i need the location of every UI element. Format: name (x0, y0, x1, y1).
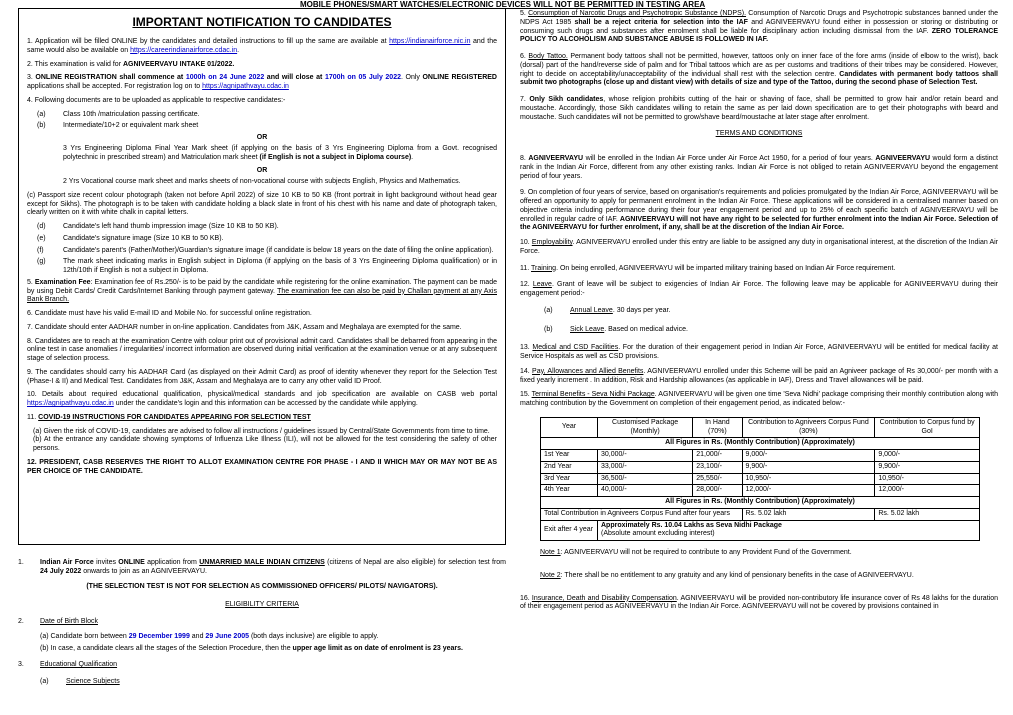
note-1-text: : AGNIVEERVAYU will not be required to contribute to any Provident Fund of the Government. (560, 549, 852, 556)
option-vocational: 2 Yrs Vocational course mark sheet and marks sheets of non-vocational course with subjects English, Physics and Mathematics. (63, 178, 461, 185)
para-11-num: 11. (27, 413, 39, 421)
para-10-text: 10. Details about required educational qualification, physical/medical standards and job specification are available on CASB web portal (27, 391, 497, 399)
col-year: Year (541, 417, 598, 438)
dob-start: 29 December 1999 (128, 632, 190, 640)
sick-leave-text: . Based on medical advice. (604, 325, 688, 333)
para-3-bold: ONLINE REGISTRATION shall commence at (35, 74, 186, 82)
tattoo-heading: Body Tattoo. (528, 53, 568, 60)
sick-leave (520, 326, 998, 335)
item-1-text (40, 559, 506, 577)
band-row-1 (541, 438, 980, 450)
r8-bold: AGNIVEERVAYU (528, 155, 584, 162)
exit-note: (Absolute amount excluding interest) (601, 530, 715, 538)
doc-c: (c) Passport size recent colour photograph (taken not before April 2022) of size 10 KB to 50 KB (front portrait in light background without head gear except for Sikhs). The photograph is to be taken with candidate holding a black slate in front of his chest with his name and date of photograph taken, clearly written on it with white chalk in capital letters. (27, 191, 497, 217)
item-3-num: 3. (18, 661, 24, 669)
cell: 33,000/- (598, 461, 693, 473)
note-1 (520, 549, 998, 558)
covid-heading: COVID-19 INSTRUCTIONS FOR CANDIDATES APPEARING FOR SELECTION TEST (38, 413, 311, 421)
para-5-num: 5. (27, 278, 35, 286)
band-row-2 (541, 497, 980, 509)
r5-bold: shall be a reject criteria for selection into the IAF (574, 18, 748, 26)
item-2 (18, 618, 506, 627)
selection-test-note: (THE SELECTION TEST IS NOT FOR SELECTION AS COMMISSIONED OFFICERS/ PILOTS/ NAVIGATORS). (86, 582, 438, 590)
para-3-text-2: applications shall be accepted. For registration log on to (27, 83, 203, 90)
r5-text: Consumption of Narcotic Drugs and Psychotropic substances banned under the NDPS Act 1985 (520, 10, 998, 26)
para-9: 9. The candidates should carry his AADHAR Card (as displayed on their Admit Card) as proof of identity whenever they report for the Selection Test (Phase-I & II) and Medical Test. Candidates from J&K, Assam and Meghalaya are to carry any other valid ID Proof. (27, 368, 497, 385)
r-para-13 (520, 344, 998, 362)
para-12: 12. PRESIDENT, CASB RESERVES THE RIGHT TO ALLOT EXAMINATION CENTRE FOR PHASE - I AND II WHICH MAY OR MAY NOT BE AS PER CHOICE OF THE CANDIDATE. (27, 458, 497, 475)
r5-text-2: found either in possession or storing or distributing or consuming such drugs and substances after enrolment shall be liable for disciplinary action including dismissal from the IAF. (520, 18, 998, 35)
cell: 36,500/- (598, 473, 693, 485)
or-separator-1: OR (256, 134, 268, 141)
r7-text: , whose religion prohibits cutting of the hair or shaving of face, shall be permitted to grow hair and/or retain beard and moustache. Accordingly, those Sikh candidates willing to retain the same as per laid down specification are to get their photographs with beard and moustache. Such candidates will not be permitted to grow/shave beard/moustache at later stage after enrolment. (520, 96, 998, 121)
covid-a: (a) Given the risk of COVID-19, candidates are advised to follow all instructions / guidelines issued by Central/State Governments from time to time. (33, 427, 490, 435)
r10-text: . AGNIVEERVAYU enrolled under this entry are liable to be assigned any duty in organisational interest, at the discretion of the Indian Air Force. (520, 239, 998, 255)
item-1-t3: application from (144, 559, 200, 566)
r-para-12 (520, 281, 998, 299)
indianairforce-link[interactable]: https://indianairforce.nic.in (389, 38, 471, 45)
r10-num: 10. (520, 239, 532, 246)
r-para-11 (520, 265, 998, 274)
doc-b-text: Intermediate/10+2 or equivalent mark sheet (63, 122, 199, 130)
doc-a-text: Class 10th /matriculation passing certificate. (63, 110, 200, 118)
dob-b-text: (b) In case, a candidate clears all the stages of the Selection Procedure, then the (40, 644, 293, 652)
option-diploma-end: . (411, 153, 414, 161)
band-2: All Figures in Rs. (Monthly Contribution) (Approximately) (541, 497, 980, 509)
dob-b (18, 645, 506, 654)
training-heading: Training (531, 264, 557, 272)
eligibility-heading: ELIGIBILITY CRITERIA (225, 601, 299, 609)
cell: 10,950/- (875, 473, 980, 485)
r9-bold: AGNIVEERVAYU will not have any right to be selected for further enrolment into the Indian Air Force. Selection of the AGNIVEERVAYU for further enrolment, if any, shall be at the discretion of the Indian Air Force. (520, 215, 998, 232)
exit-label: Exit after 4 year (541, 520, 598, 541)
science-key: (a) (40, 678, 49, 685)
sikh-heading: Only Sikh candidates (529, 96, 604, 103)
cell: 21,000/- (693, 450, 742, 462)
r5-agniveer: AGNIVEERVAYU (765, 18, 820, 26)
doc-g-key: (g) (37, 258, 46, 266)
para-10 (27, 391, 497, 409)
doc-a (27, 111, 497, 120)
r9-text: 9. On completion of four years of service, based on organisation's requirements and policies promulgated by the Indian Air Force, AGNIVEERVAYU will be offered an opportunity to apply for permanent enrolment in the Indian Air Force. These applications will be considered in a centralised manner based on objective criteria including performance during their four year engagement period and up to 25% of each specific batch of AGNIVEERVAYU will be enrolled in regular cadre of IAF. (520, 189, 998, 223)
para-3 (27, 74, 497, 92)
r13-text: . For the duration of their engagement period in Indian Air Force, AGNIVEERVAYU will be entitled for medical facility at Service Hospitals as well as CSD provisions. (520, 344, 998, 360)
r15-text: . AGNIVEERVAYU will be given one time 'Seva Nidhi' package comprising their monthly contribution along with matching contribution by the Government on completion of their engagement period, as indicated below:- (520, 391, 999, 407)
seva-nidhi-table (540, 417, 980, 541)
para-11 (27, 414, 497, 423)
r6-text: Permanent body tattoos shall not be permitted, however, tattoos only on inner face of the fore arms (inside of elbow to the wrist), back (dorsal) part of the hand/reverse side of palm and for Tribal tattoos which are as per customs and traditions of their tribes may be considered. However, right to decide on acceptability/unacceptability of the individual shall rest with the selection centre. (520, 53, 998, 78)
r14-text: . AGNIVEERVAYU enrolled under this Scheme will be paid an Agniveer package of Rs 30,000/- per month with a fixed yearly increment . In addition, Risk and Hardship allowances (as applicable in IAF), Dress and Travel allowances will be paid. (520, 367, 998, 384)
para-8: 8. Candidates are to reach at the examination Centre with colour print out of provisional admit card. Candidates shall be debarred from appearing in the online test in case anomalies / irregularities/ incorrect information are observed during initial verification at the examination venue or at any subsequent stage of selection process. (27, 337, 497, 362)
r16-num: 16. (520, 594, 532, 602)
cell: 40,000/- (598, 485, 693, 497)
r11-text: . On being enrolled, AGNIVEERVAYU will be imparted military training based on Indian Air Force requirement. (556, 264, 896, 272)
doc-g-text: The mark sheet indicating marks in English subject in Diploma (if applying on the basis of 3 Yrs Engineering Diploma qualification) or in 12th/10th if English is not a subject in Diploma. (63, 258, 497, 274)
para-1-text-3: . (237, 46, 240, 54)
col-in-hand: In Hand (70%) (693, 417, 742, 438)
r8-bold-2: AGNIVEERVAYU (875, 155, 931, 162)
r15-num: 15. (520, 391, 532, 399)
item-1-num: 1. (18, 559, 24, 566)
science-label: Science Subjects (66, 678, 120, 685)
table-row (541, 461, 980, 473)
device-warning-banner: MOBILE PHONES/SMART WATCHES/ELECTRONIC DEVICES WILL NOT BE PERMITTED IN TESTING AREA (300, 0, 706, 9)
para-5-text: : Examination fee of Rs.250/- is to be paid by the candidate while registering for the online examination. The payment can be made by using Debit Cards/ Credit Cards/Internet Banking through payment gateway. (27, 278, 497, 295)
r-para-14 (520, 368, 998, 386)
cell: 9,000/- (742, 450, 875, 462)
terms-heading: TERMS AND CONDITIONS (715, 130, 803, 138)
band-1: All Figures in Rs. (Monthly Contribution) (Approximately) (541, 438, 980, 450)
total-goi: Rs. 5.02 lakh (875, 508, 980, 520)
science-subjects (18, 678, 506, 687)
para-10-text-2: under the candidate's login and this information can be accessed by the candidate while applying. (113, 400, 418, 407)
cell: 3rd Year (541, 473, 598, 485)
left-column (18, 8, 506, 690)
exit-amount: Approximately Rs. 10.04 Lakhs as Seva Nidhi Package (601, 521, 782, 529)
notification-title: IMPORTANT NOTIFICATION TO CANDIDATES (132, 15, 392, 29)
cell: 9,900/- (875, 461, 980, 473)
dob-a-text: (a) Candidate born between (40, 632, 129, 640)
pay-heading: Pay, Allowances and Allied Benefits (532, 367, 644, 375)
table-row (541, 485, 980, 497)
annual-leave-text: . 30 days per year. (612, 306, 671, 314)
selection-date: 24 July 2022 (40, 567, 82, 575)
item-1 (18, 559, 506, 577)
cell: 1st Year (541, 450, 598, 462)
ndps-heading: Consumption of Narcotic Drugs and Psychotropic Substance (NDPS). (528, 10, 747, 17)
doc-e-key: (e) (37, 234, 46, 242)
exit-row (541, 520, 980, 541)
table-row (541, 450, 980, 462)
education-heading: Educational Qualification (40, 661, 118, 669)
exit-value (598, 520, 980, 541)
cell: 10,950/- (742, 473, 875, 485)
r6-num: 6. (520, 53, 529, 60)
doc-d-key: (d) (37, 223, 46, 230)
zero-tolerance: ZERO TOLERANCE POLICY TO ALCOHOLISM AND SUBSTANCE ABUSE IS FOLLOWED IN IAF. (520, 27, 998, 44)
cell: 4th Year (541, 485, 598, 497)
cell: 25,550/- (693, 473, 742, 485)
registration-start: 1000h on 24 June 2022 (185, 74, 265, 82)
para-7: 7. Candidate should enter AADHAR number in on-line application. Candidates from J&K, Assam and Meghalaya are exempted for the same. (27, 323, 462, 331)
iaf-label: Indian Air Force (40, 559, 94, 566)
sick-leave-label: Sick Leave (570, 325, 605, 333)
doc-a-key: (a) (37, 110, 46, 118)
doc-f-text: Candidate's parent's (Father/Mother)/Guardian's signature image (if candidate is below 18 years on the date of filing the online application). (63, 246, 494, 254)
dob-a-end: (both days inclusive) are eligible to apply. (249, 632, 379, 640)
para-3-bold-2: and will close at (264, 74, 325, 82)
doc-b (27, 122, 497, 131)
para-5 (27, 279, 497, 305)
r-para-16 (520, 595, 998, 613)
doc-d-text: Candidate's left hand thumb impression image (Size 10 KB to 50 KB). (63, 223, 279, 230)
cell: 12,000/- (875, 485, 980, 497)
cell: 28,000/- (693, 485, 742, 497)
r8-text: will be enrolled in the Indian Air Force under Air Force Act 1950, for a period of four years. (583, 155, 876, 162)
r-para-5 (520, 10, 998, 45)
r-para-15 (520, 391, 998, 409)
dob-end: 29 June 2005 (205, 632, 250, 640)
r-para-7 (520, 96, 998, 122)
leave-heading: Leave (532, 281, 552, 289)
para-3-bold-3: ONLINE REGISTERED (422, 74, 497, 82)
col-corpus: Contribution to Agniveers Corpus Fund (30%) (742, 417, 875, 438)
note-2 (520, 572, 998, 581)
r5-and: and (747, 18, 766, 26)
casb-portal-link[interactable]: https://agnipathvayu.cdac.in (27, 400, 114, 407)
dob-a-and: and (189, 632, 206, 640)
citizens-label: UNMARRIED MALE INDIAN CITIZENS (199, 559, 325, 566)
r5-num: 5. (520, 10, 529, 17)
doc-e (27, 235, 497, 244)
para-1-text: 1. Application will be filled ONLINE by the candidates and detailed instructions to fill up the same are available at (27, 38, 390, 45)
medical-heading: Medical and CSD Facilities (532, 344, 619, 352)
item-1-t5: onwards to join as an AGNIVEERVAYU. (81, 567, 207, 575)
doc-b-key: (b) (37, 122, 46, 130)
para-2-text: 2. This examination is valid for (27, 60, 123, 68)
sick-leave-key: (b) (544, 325, 553, 333)
total-row (541, 508, 980, 520)
r8-num: 8. (520, 155, 529, 162)
item-1-t4: (citizens of Nepal are also eligible) for selection test from (324, 559, 507, 566)
r7-num: 7. (520, 96, 530, 103)
r-para-6 (520, 53, 998, 88)
r12-text: . Grant of leave will be subject to exigencies of Indian Air Force. The following leave may be applicable for AGNIVEERVAYU during their engagement period:- (520, 281, 998, 297)
note-2-text: : There shall be no entitlement to any gratuity and any kind of pensionary benefits in the case of AGNIVEERVAYU. (560, 571, 914, 579)
covid-b: (b) At the entrance any candidate showing symptoms of Influenza Like Illness (ILI), will not be allowed for the test considering the safety of other persons. (33, 436, 497, 452)
r-para-9 (520, 189, 998, 233)
para-4: 4. Following documents are to be uploaded as applicable to respective candidates:- (27, 96, 286, 104)
important-notification-box (18, 8, 506, 545)
careerindianairforce-link[interactable]: https://careerindianairforce.cdac.in (130, 46, 238, 54)
table-header-row (541, 417, 980, 438)
total-corpus: Rs. 5.02 lakh (742, 508, 875, 520)
para-2 (27, 61, 497, 70)
r6-bold: Candidates with permanent body tattoos shall submit two photographs (close up and distant view) with details of size and type of the Tattoo, during the second phase of Selection Test. (520, 70, 998, 87)
intake-label: AGNIVEERVAYU INTAKE 01/2022. (122, 60, 235, 68)
online-label: ONLINE (118, 559, 145, 566)
age-limit: upper age limit as on date of enrolment is 23 years. (292, 644, 463, 652)
r11-num: 11. (520, 264, 532, 272)
para-6: 6. Candidate must have his valid E-mail ID and Mobile No. for successful online registration. (27, 310, 312, 317)
option-diploma (27, 145, 497, 163)
right-column (520, 10, 998, 617)
dob-heading: Date of Birth Block (40, 618, 98, 625)
registration-end: 1700h on 05 July 2022 (324, 74, 401, 82)
r13-num: 13. (520, 344, 533, 352)
eligibility-section (18, 559, 506, 687)
doc-f (27, 247, 497, 256)
challan-note: The examination fee can also be paid by Challan payment at any Axis Bank Branch. (27, 287, 497, 304)
doc-g (27, 258, 497, 276)
item-1-t2: invites (93, 559, 119, 566)
or-separator-2: OR (256, 167, 268, 175)
para-3-num: 3. (27, 74, 36, 82)
doc-d (27, 223, 497, 232)
item-3 (18, 661, 506, 670)
para-3-text: . Only (400, 74, 423, 82)
r12-num: 12. (520, 281, 533, 289)
cell: 9,900/- (742, 461, 875, 473)
item-2-num: 2. (18, 618, 24, 625)
annual-leave-key: (a) (544, 306, 553, 314)
cell: 9,000/- (875, 450, 980, 462)
cell: 23,100/- (693, 461, 742, 473)
seva-nidhi-heading: Terminal Benefits - Seva Nidhi Package (531, 391, 655, 399)
r14-num: 14. (520, 367, 533, 375)
r-para-10 (520, 239, 998, 257)
table-row (541, 473, 980, 485)
insurance-heading: Insurance, Death and Disability Compensation (531, 594, 677, 602)
cell: 12,000/- (742, 485, 875, 497)
col-goi: Contribution to Corpus fund by GoI (875, 417, 980, 438)
note-1-key: Note 1 (540, 549, 561, 556)
employability-heading: Employability (531, 239, 573, 246)
para-1 (27, 38, 497, 56)
total-label: Total Contribution in Agniveers Corpus Fund after four years (541, 508, 743, 520)
doc-f-key: (f) (37, 246, 44, 254)
annual-leave-label: Annual Leave (570, 306, 613, 314)
exam-fee-label: Examination Fee (34, 278, 91, 286)
option-diploma-bold: (if English is not a subject in Diploma course) (259, 153, 412, 161)
r8-text-2: would form a distinct rank in the Indian Air Force, different from any other existing ranks. Indian Air Force is not obliged to retain AGNIVEERVAYU beyond the engagement period of four years. (520, 155, 998, 180)
option-diploma-text: 3 Yrs Engineering Diploma Final Year Mark sheet (if applying on the basis of 3 Yrs Engineering Diploma from a Govt. recognised polytechnic in prescribed stream) and Matriculation mark sheet (63, 144, 497, 161)
dob-a (18, 633, 506, 642)
col-package: Customised Package (Monthly) (598, 417, 693, 438)
cell: 30,000/- (598, 450, 693, 462)
note-2-key: Note 2 (540, 571, 561, 579)
r16-text: . AGNIVEERVAYU will be provided non-contributory life insurance cover of Rs 48 lakhs for the duration of their engagement period as AGNIVEERVAYU in the Indian Air Force. AGNIVEERVAYU will not be covered by provisions contained in (520, 594, 998, 611)
agnipathvayu-link[interactable]: https://agnipathvayu.cdac.in (202, 83, 289, 90)
r-para-8 (520, 155, 998, 181)
cell: 2nd Year (541, 461, 598, 473)
doc-e-text: Candidate's signature image (Size 10 KB to 50 KB). (63, 234, 224, 242)
para-1-text-2: and the same would also be available on (27, 38, 498, 54)
annual-leave (520, 307, 998, 316)
